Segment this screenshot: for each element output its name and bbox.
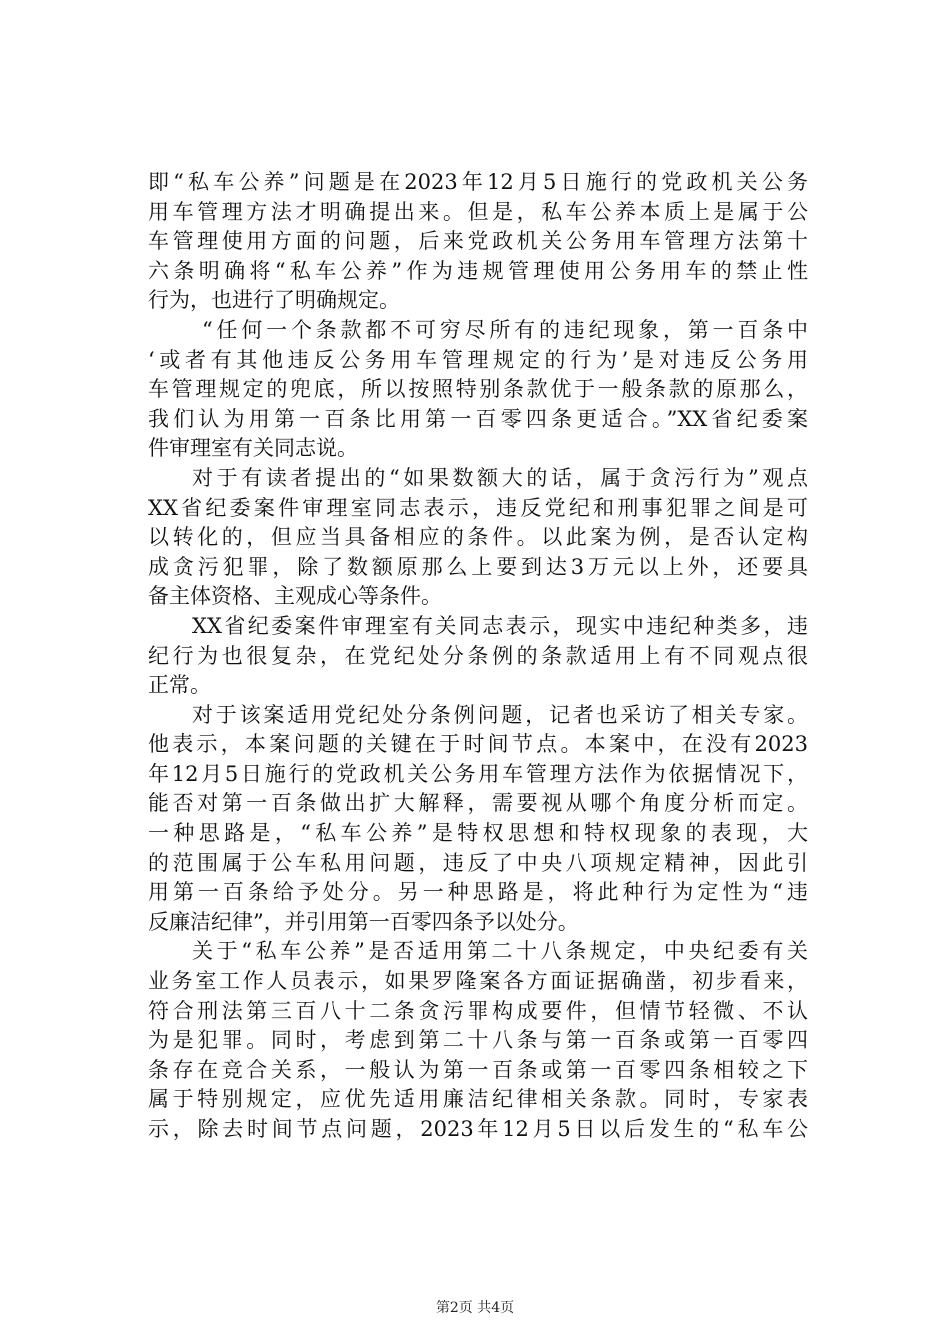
page-footer: 第2页 共4页 bbox=[435, 1300, 515, 1316]
text-line: 成贪污犯罪，除了数额原那么上要到达3万元以上外，还要具 bbox=[148, 554, 808, 579]
text-line: 他表示，本案问题的关键在于时间节点。本案中，在没有2023 bbox=[148, 732, 808, 757]
text-line: 条存在竞合关系，一般认为第一百条或第一百零四条相较之下 bbox=[148, 1057, 808, 1082]
text-line: 件审理室有关同志说。 bbox=[148, 436, 358, 461]
text-line: 符合刑法第三百八十二条贪污罪构成要件，但情节轻微、不认 bbox=[148, 998, 808, 1023]
text-line: XX省纪委案件审理室同志表示，违反党纪和刑事犯罪之间是可 bbox=[148, 495, 808, 520]
text-line: 用第一百条给予处分。另一种思路是，将此种行为定性为“违 bbox=[148, 880, 808, 905]
text-line: 正常。 bbox=[148, 673, 211, 698]
text-line: 六条明确将“私车公养”作为违规管理使用公务用车的禁止性 bbox=[148, 258, 808, 283]
document-body bbox=[148, 168, 808, 1145]
text-line: 备主体资格、主观成心等条件。 bbox=[148, 584, 442, 609]
text-line: 为是犯罪。同时，考虑到第二十八条与第一百条或第一百零四 bbox=[148, 1028, 808, 1053]
text-line: 以转化的，但应当具备相应的条件。以此案为例，是否认定构 bbox=[148, 525, 808, 550]
text-line: 年12月5日施行的党政机关公务用车管理方法作为依据情况下， bbox=[148, 761, 808, 786]
text-line: 车管理规定的兜底，所以按照特别条款优于一般条款的原那么， bbox=[148, 377, 808, 402]
text-line: 反廉洁纪律”，并引用第一百零四条予以处分。 bbox=[148, 909, 579, 934]
text-line: 纪行为也很复杂，在党纪处分条例的条款适用上有不同观点很 bbox=[148, 643, 808, 668]
text-line: 行为，也进行了明确规定。 bbox=[148, 288, 400, 313]
text-line: “任何一个条款都不可穷尽所有的违纪现象，第一百条中 bbox=[202, 317, 808, 342]
text-line: 用车管理方法才明确提出来。但是，私车公养本质上是属于公 bbox=[148, 199, 808, 224]
text-line: 对于该案适用党纪处分条例问题，记者也采访了相关专家。 bbox=[192, 702, 808, 727]
text-line: 属于特别规定，应优先适用廉洁纪律相关条款。同时，专家表 bbox=[148, 1087, 808, 1112]
text-line: 车管理使用方面的问题，后来党政机关公务用车管理方法第十 bbox=[148, 229, 808, 254]
text-line: XX省纪委案件审理室有关同志表示，现实中违纪种类多，违 bbox=[192, 613, 808, 638]
text-line: 业务室工作人员表示，如果罗隆案各方面证据确凿，初步看来， bbox=[148, 969, 808, 994]
text-line: 对于有读者提出的“如果数额大的话，属于贪污行为”观点 bbox=[192, 465, 808, 490]
text-line: 关于“私车公养”是否适用第二十八条规定，中央纪委有关 bbox=[192, 939, 808, 964]
text-line: ‘或者有其他违反公务用车管理规定的行为’是对违反公务用 bbox=[148, 347, 808, 372]
text-line: 示，除去时间节点问题，2023年12月5日以后发生的“私车公 bbox=[148, 1117, 808, 1141]
text-line: 能否对第一百条做出扩大解释，需要视从哪个角度分析而定。 bbox=[148, 791, 808, 816]
text-line: 一种思路是，“私车公养”是特权思想和特权现象的表现，大 bbox=[148, 821, 808, 846]
text-line: 即“私车公养”问题是在2023年12月5日施行的党政机关公务 bbox=[148, 170, 808, 194]
text-line: 的范围属于公车私用问题，违反了中央八项规定精神，因此引 bbox=[148, 850, 808, 875]
text-line: 我们认为用第一百条比用第一百零四条更适合。”XX省纪委案 bbox=[148, 406, 808, 431]
